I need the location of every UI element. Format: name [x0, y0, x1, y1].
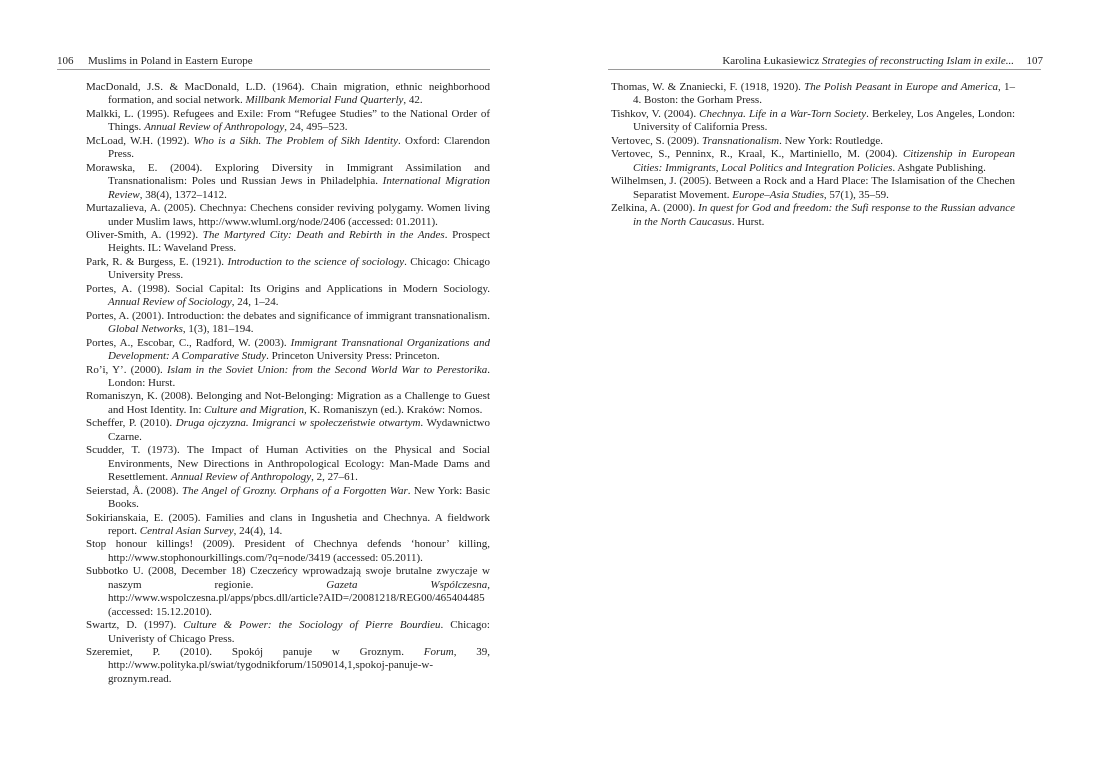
reference-source: The Angel of Grozny. Orphans of a Forgotten War	[181, 484, 408, 497]
reference-entry	[611, 175, 1015, 202]
reference-entry	[86, 565, 490, 619]
reference-text: Wilhelmsen, J. (2005). Between a Rock and a Hard Place: The Islamisation of the Chechen Separatist Movement.	[611, 175, 1015, 201]
reference-source: Introduction to the science of sociology	[227, 255, 405, 268]
reference-details: . Chicago: Univeristy of Chicago Press.	[108, 619, 490, 645]
reference-details: . Princeton University Press: Princeton.	[266, 350, 440, 363]
reference-source: Millbank Memorial Fund Quarterly	[245, 94, 404, 107]
reference-entry	[86, 390, 490, 417]
reference-entry	[86, 310, 490, 337]
reference-entry	[86, 256, 490, 283]
reference-source: International Migration Review	[108, 175, 490, 201]
reference-details: . Hurst.	[731, 215, 765, 228]
reference-entry	[86, 135, 490, 162]
reference-details: . New York: Basic Books.	[108, 484, 490, 511]
reference-entry	[611, 135, 1015, 148]
reference-text: Vertovec, S. (2009).	[611, 134, 703, 147]
reference-source: Immigrant Transnational Organizations and Development: A Comparative Study	[108, 336, 490, 363]
reference-entry	[86, 283, 490, 310]
reference-text: Romaniszyn, K. (2008). Belonging and Not-Belonging: Migration as a Challenge to Guest and Host Identity. In:	[86, 390, 490, 416]
reference-details: , 1–4. Boston: the Gorham Press.	[633, 81, 1015, 107]
reference-details: , 24, 495–523.	[284, 121, 348, 134]
reference-details: , 38(4), 1372–1412.	[139, 188, 227, 201]
running-title-work: Strategies of reconstructing Islam in exile...	[821, 55, 1014, 67]
running-title-author: Karolina Łukasiewicz	[722, 55, 822, 67]
reference-details: . Ashgate Publishing.	[892, 161, 986, 174]
reference-source: Who is a Sikh. The Problem of Sikh Identity	[193, 134, 398, 147]
reference-details: . Prospect Heights. IL: Waveland Press.	[108, 228, 490, 255]
reference-entry	[86, 337, 490, 364]
reference-source: Citizenship in European Cities: Immigrants, Local Politics and Integration Policies	[633, 148, 1015, 174]
reference-source: Transnationalism	[702, 134, 780, 147]
reference-details: , 2, 27–61.	[311, 471, 358, 484]
reference-entry	[611, 108, 1015, 135]
reference-details: . Chicago: Chicago University Press.	[108, 255, 490, 282]
reference-details: , 39, http://www.polityka.pl/swiat/tygodnikforum/1509014,1,spokoj-panuje-w-groznym.read.	[108, 646, 491, 685]
reference-source: The Polish Peasant in Europe and America	[804, 81, 998, 93]
reference-entry	[86, 619, 490, 646]
reference-text: Subbotko U. (2008, December 18) Czeczeńcy wprowadzają swoje brutalne zwyczaje w naszym regionie.	[86, 565, 490, 591]
reference-list	[86, 81, 490, 686]
reference-text: Portes, A., Escobar, C., Radford, W. (2003).	[86, 336, 291, 349]
reference-text: Murtazalieva, A. (2005). Chechnya: Chechens consider reviving polygamy. Women living under Muslim laws, http://www.wluml.org/node/2406 (accessed: 01.2011).	[86, 202, 490, 228]
header-rule	[608, 69, 1041, 70]
reference-text: Stop honour killings! (2009). President of Chechnya defends ‘honour’ killing, http://www.stophonourkillings.com/?q=node/3419 (accessed: 05.2011).	[86, 538, 490, 564]
reference-source: The Martyred City: Death and Rebirth in the Andes	[202, 228, 445, 241]
reference-details: . New York: Routledge.	[779, 134, 883, 147]
reference-details: , 24, 1–24.	[231, 296, 279, 309]
reference-list	[611, 81, 1015, 229]
reference-text: Oliver-Smith, A. (1992).	[86, 228, 203, 241]
reference-entry	[86, 229, 490, 256]
reference-text: Tishkov, V. (2004).	[611, 107, 700, 120]
reference-text: MacDonald, J.S. & MacDonald, L.D. (1964). Chain migration, ethnic neighborhood formation, and social network.	[86, 81, 490, 107]
reference-entry	[86, 444, 490, 484]
reference-source: Annual Review of Anthropology	[170, 471, 312, 484]
reference-text: Szeremiet, P. (2010). Spokój panuje w Groznym.	[86, 646, 424, 659]
reference-text: Portes, A. (1998). Social Capital: Its Origins and Applications in Modern Sociology.	[86, 282, 490, 295]
reference-details: , 57(1), 35–59.	[823, 188, 889, 201]
reference-text: Sokirianskaia, E. (2005). Families and clans in Ingushetia and Chechnya. A fieldwork report.	[86, 511, 490, 537]
reference-source: Global Networks	[108, 323, 183, 336]
page-number: 107	[1026, 55, 1043, 67]
reference-text: Swartz, D. (1997).	[86, 619, 184, 632]
reference-details: . London: Hurst.	[108, 363, 490, 389]
right-page	[550, 0, 1100, 781]
reference-text: Park, R. & Burgess, E. (1921).	[86, 255, 228, 268]
reference-text: Vertovec, S., Penninx, R., Kraal, K., Martiniello, M. (2004).	[611, 148, 903, 161]
reference-details: , 24(4), 14.	[233, 524, 283, 537]
reference-entry	[86, 417, 490, 444]
reference-text: Zelkina, A. (2000).	[611, 202, 699, 215]
reference-text: Ro’i, Y’. (2000).	[86, 363, 167, 376]
reference-details: , K. Romaniszyn (ed.). Kraków: Nomos.	[303, 403, 483, 416]
reference-source: Central Asian Survey	[139, 524, 234, 537]
reference-source: Gazeta Wspólczesna	[326, 578, 488, 591]
reference-text: McLoad, W.H. (1992).	[86, 134, 194, 147]
reference-text: Morawska, E. (2004). Exploring Diversity in Immigrant Assimilation and Transnationalism: Poles und Russian Jews in Philadelphia.	[86, 161, 490, 188]
reference-source: In quest for God and freedom: the Sufi response to the Russian advance in the North Caucasus	[633, 202, 1015, 228]
reference-text: Thomas, W. & Znaniecki, F. (1918, 1920).	[611, 81, 805, 93]
reference-entry	[86, 364, 490, 391]
running-title	[722, 54, 1014, 68]
reference-entry	[86, 81, 490, 108]
reference-details: . Oxford: Clarendon Press.	[108, 134, 490, 161]
reference-details: , 1(3), 181–194.	[182, 323, 254, 336]
reference-entry	[86, 202, 490, 229]
reference-details: . Berkeley, Los Angeles, London: University of California Press.	[633, 107, 1015, 134]
reference-entry	[86, 512, 490, 539]
reference-source: Chechnya. Life in a War-Torn Society	[699, 107, 867, 120]
reference-entry	[86, 108, 490, 135]
reference-details: , 42.	[403, 94, 423, 107]
reference-source: Forum	[423, 646, 454, 659]
reference-details: . Wydawnictwo Czarne.	[108, 417, 490, 443]
reference-entry	[86, 485, 490, 512]
reference-text: Scudder, T. (1973). The Impact of Human Activities on the Physical and Social Environments, New Directions in Anthropological Ecology: Man-Made Dams and Resettlement.	[86, 444, 490, 484]
reference-text: Portes, A. (2001). Introduction: the debates and significance of immigrant transnationalism.	[86, 309, 490, 322]
running-title: Muslims in Poland in Eastern Europe	[88, 55, 253, 67]
reference-text: Scheffer, P. (2010).	[86, 417, 176, 430]
reference-entry	[86, 162, 490, 202]
reference-entry	[611, 148, 1015, 175]
reference-source: Culture & Power: the Sociology of Pierre Bourdieu	[183, 619, 441, 632]
reference-details: , http://www.wspolczesna.pl/apps/pbcs.dll/article?AID=/20081218/REG00/465404485 (accessed: 15.12.2010).	[108, 578, 490, 618]
reference-source: Europe–Asia Studies	[732, 188, 824, 201]
reference-entry	[86, 646, 490, 686]
reference-source: Culture and Migration	[204, 403, 304, 416]
reference-source: Druga ojczyzna. Imigranci w społeczeństwie otwartym	[175, 417, 421, 430]
header-rule	[57, 69, 490, 70]
page-number: 106	[57, 55, 74, 67]
reference-source: Islam in the Soviet Union: from the Second World War to Perestorika	[166, 363, 488, 376]
reference-entry	[611, 202, 1015, 229]
reference-source: Annual Review of Sociology	[108, 296, 232, 309]
reference-entry	[611, 81, 1015, 108]
reference-text: Malkki, L. (1995). Refugees and Exile: From “Refugee Studies” to the National Order of Things.	[86, 107, 490, 134]
reference-text: Seierstad, Å. (2008).	[86, 484, 182, 497]
reference-source: Annual Review of Anthropology	[144, 121, 285, 134]
reference-entry	[86, 538, 490, 565]
